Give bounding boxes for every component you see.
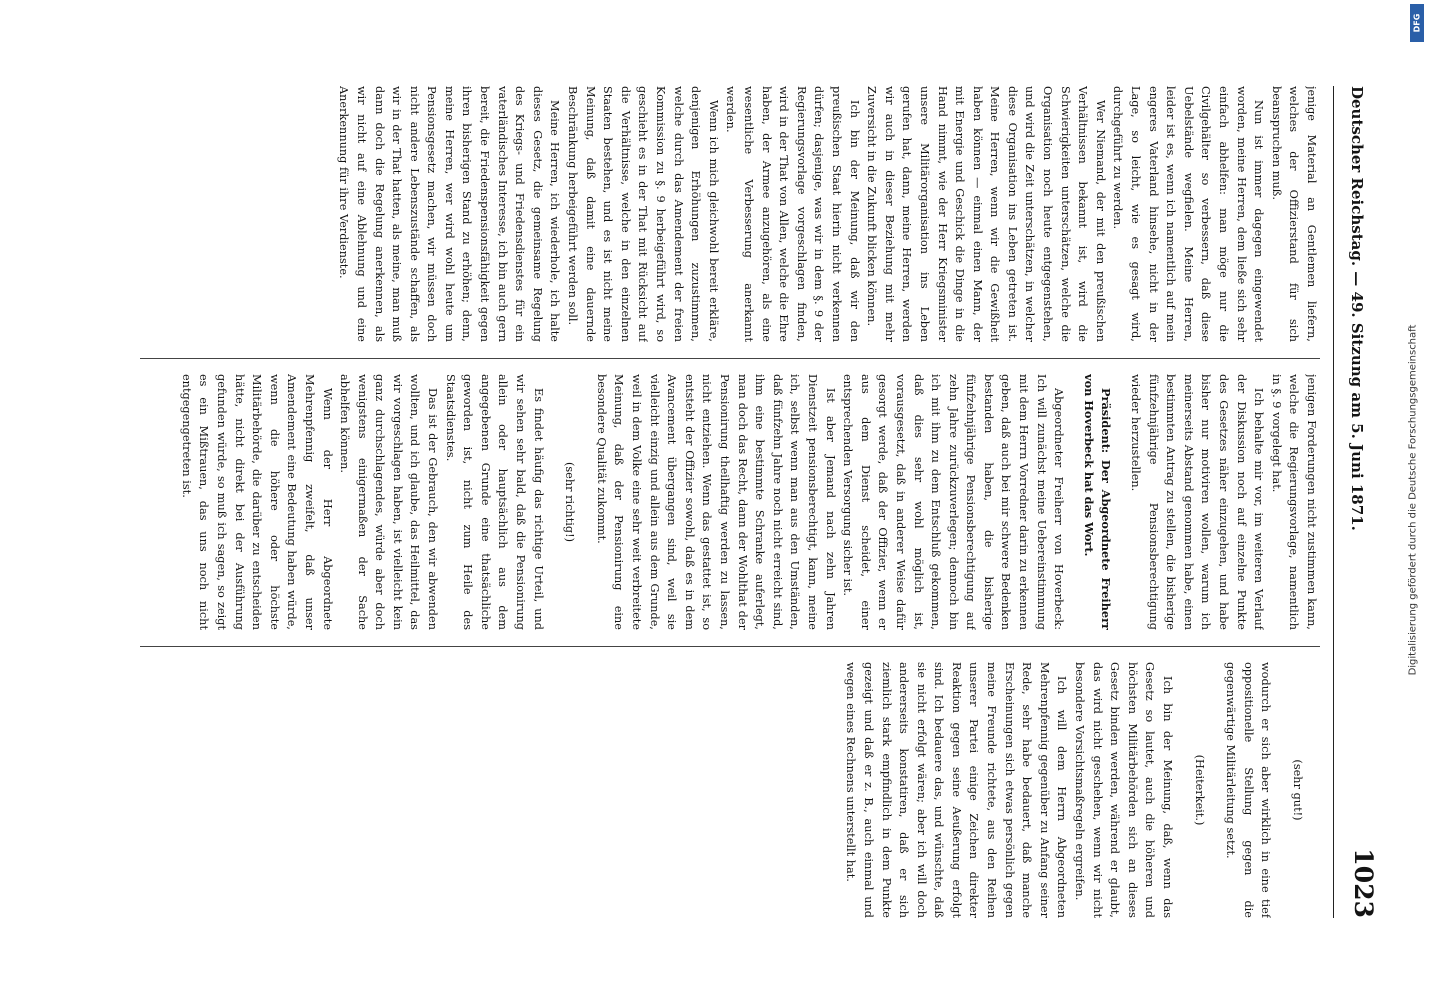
paragraph: Wenn der Herr Abgeordnete Mehrenpfennig zweifelt, daß unser Amendement eine Bedeutung haben würde, wenn die höhere oder höchste Militärbehörde, die darüber zu entscheiden hätte, nicht direkt bei der Ausführung gefunden würde, so muß ich sagen, so zeigt es ein Mißtrauen, das uns noch nicht entgegengetreten ist.	[179, 374, 334, 630]
header-title: Deutscher Reichstag. — 49. Sitzung am 5. Juni 1871.	[1348, 86, 1366, 531]
paragraph: Es findet häufig das richtige Urteil, und wir sehen sehr bald, daß die Pensionirung allein oder hauptsächlich aus dem angegebenen Grunde eine thatsächliche geworden ist, nicht zum Heile des Staatsdienstes.	[443, 374, 545, 630]
paragraph: Ich behalte mir vor, im weiteren Verlauf der Diskussion noch auf einzelne Punkte des Gesetzes näher einzugehen, und habe bisher nur motiviren wollen, warum ich meinerseits Abstand genommen habe, einen bestimmten Antrag zu stellen, die bisherige fünfzehnjährige Pensionsberechtigung wieder herzustellen.	[1129, 374, 1266, 630]
interjection: (Heiterkeit.)	[1192, 754, 1206, 826]
page-number: 1023	[1349, 848, 1378, 918]
paragraph: wodurch er sich aber wirklich in eine tief oppositionelle Stellung gegen die gegenwärtige Militärleitung setzt.	[1224, 662, 1273, 918]
paragraph: Ich will dem Herrn Abgeordneten Mehrenpfennig gegenüber zu Anfang seiner Rede, sehr habe bedauert, daß manche Erscheinungen sich etwas persönlich gegen meine Freunde richtete, aus den Reihen unserer Partei einige Zeichen direkter Reaktion gegen seine Aeußerung erfolgt sind. Ich bedauere das, und wünschte, daß sie nicht erfolgt wären; aber ich will doch andererseits konstatiren, daß er sich ziemlich stark empfindlich in dem Punkte gezeigt und daß er z. B., auch einmal und wegen eines Rechnens unterstellt hat.	[844, 662, 1069, 918]
paragraph: jenigen Forderungen nicht zustimmen kann, welche die Regierungsvorlage, namentlich in §. 9 vorgelegt hat.	[1269, 374, 1318, 630]
interjection: (sehr richtig!)	[563, 461, 577, 543]
funding-note: Digitalisierung gefördert durch die Deutsche Forschungsgemeinschaft	[1407, 324, 1419, 676]
column-divider	[140, 358, 1320, 359]
paragraph: Abgeordneter Freiherr von Hoverbeck: Ich will zunächst meine Uebereinstimmung mit dem Herrn Vorredner darin zu erkennen geben, daß auch bei mir schwere Bedenken bestanden haben, die bisherige fünfzehnjährige Pensionsberechtigung auf zehn Jahre zurückzuverlegen; dennoch bin ich mit ihm zu dem Entschluß gekommen, daß dies sehr wohl möglich ist, vorausgesetzt, daß in anderer Weise dafür gesorgt werde, daß der Offizier, wenn er aus dem Dienst scheidet, einer entsprechenden Versorgung sicher ist.	[841, 374, 1066, 630]
page-header	[1333, 86, 1384, 918]
paragraph: Nun ist immer dagegen eingewendet worden, meine Herren, dem ließe sich sehr einfach abhelfen: man möge nur die Civilgehälter so verbessern, daß diese Uebelstände wegfielen. Meine Herren, leider ist es, wenn ich namentlich auf mein engeres Vaterland hinsehe, nicht in der Lage, so leicht, wie es gesagt wird, durchgeführt zu werden.	[1111, 86, 1266, 342]
interjection: (sehr gut!)	[1291, 759, 1304, 821]
paragraph: Das ist der Gebrauch, den wir abwenden wollten, und ich glaube, das Heilmittel, das wir vorgeschlagen haben, ist vielleicht kein ganz durchschlagendes, würde aber doch wenigstens einigermaßen der Sache abhelfen können.	[338, 374, 440, 630]
text-column-middle	[120, 374, 1320, 630]
text-column-right	[120, 662, 1320, 918]
paragraph: Ich bin der Meinung, daß, wenn das Gesetz so lautet, auch die höheren und höchsten Militärbehörden sich an dieses Gesetz binden werden, während er glaubt, das wird nicht geschehen, wenn wir nicht besondere Vorsichtsmaßregeln ergreifen.	[1073, 662, 1175, 918]
paragraph: Meine Herren, ich wiederhole, ich halte dieses Gesetz, die gemeinsame Regelung des Kriegs- und Friedensdienstes für ein vaterländisches Interesse, ich bin auch gern bereit, die Friedenspensionsfähigkeit gegen ihren bisherigen Stand zu erhöhen; denn, meine Herren, wer wird wohl heute um Pensionsgesetz machen, wir müssen doch nicht andere Lebenszustände schaffen, als wir in der That hatten, als meine, man muß dann doch die Regelung anerkennen, als wir nicht auf eine Ablehnung und eine Anerkennung für ihre Verdienste.	[337, 86, 562, 342]
paragraph: Ist aber Jemand nach zehn Jahren Dienstzeit pensionsberechtigt, kann, meine ich, selbst wenn man aus den Umständen, daß fünfzehn Jahre noch nicht erreicht sind, ihm eine bestimmte Schranke auferlegt, man doch das Recht, dann der Wohlthat der Pensionirung theilhaftig werden zu lassen, nicht entziehen. Wenn das gestattet ist, so entsteht der Offizier sowohl, daß es in dem Avancement übergangen sind, weil sie vielleicht einzig und allein aus dem Grunde, weil in dem Volke eine sehr weit verbreitete Meinung, daß der Pensionirung eine besondere Qualität zukommt.	[594, 374, 837, 630]
paragraph: Wer Niemand, der mit den preußischen Verhältnissen bekannt ist, wird die Schwierigkeiten unterschätzen, welche die Organisation noch heute entgegenstehen, und wird die Zeit unterschätzen, in welcher diese Organisation ins Leben getreten ist. Meine Herren, wenn wir die Gewißheit haben können — einmal einen Mann, der mit Energie und Geschick die Dinge in die Hand nimmt, wie der Herr Kriegsminister unsere Militärorganisation ins Leben gerufen hat, dann, meine Herren, werden wir auch in dieser Beziehung mit mehr Zuversicht in die Zukunft blicken können.	[865, 86, 1107, 342]
speaker-paragraph: Präsident: Der Abgeordnete Freiherr von Hoverbeck hat das Wort.	[1081, 374, 1114, 630]
text-column-left	[120, 86, 1320, 342]
column-divider	[140, 646, 1320, 647]
paragraph: Ich bin der Meinung, daß wir den preußischen Staat hierin nicht verkennen dürfen; dasjenige, was wir in dem §. 9 der Regierungsvorlage vorgeschlagen finden, wird in der That von Allen, welche die Ehre haben, der Armee anzugehören, als eine wesentliche Verbesserung anerkannt werden.	[724, 86, 861, 342]
paragraph: Wenn ich mich gleichwohl bereit erkläre, denjenigen Erhöhungen zuzustimmen, welche durch das Amendement der freien Kommission zu §. 9 herbeigeführt wird, so geschieht es in der That mit Rücksicht auf die Verhältnisse, welche in den einzelnen Staaten bestehen, und es ist nicht meine Meinung, daß damit eine dauernde Beschränkung herbeigeführt werden soll.	[566, 86, 720, 342]
dfg-logo: DFG	[1410, 4, 1424, 42]
paragraph: jenige Material an Gentlemen liefern, welches der Offizierstand für sich beanspruchen muß.	[1269, 86, 1318, 342]
